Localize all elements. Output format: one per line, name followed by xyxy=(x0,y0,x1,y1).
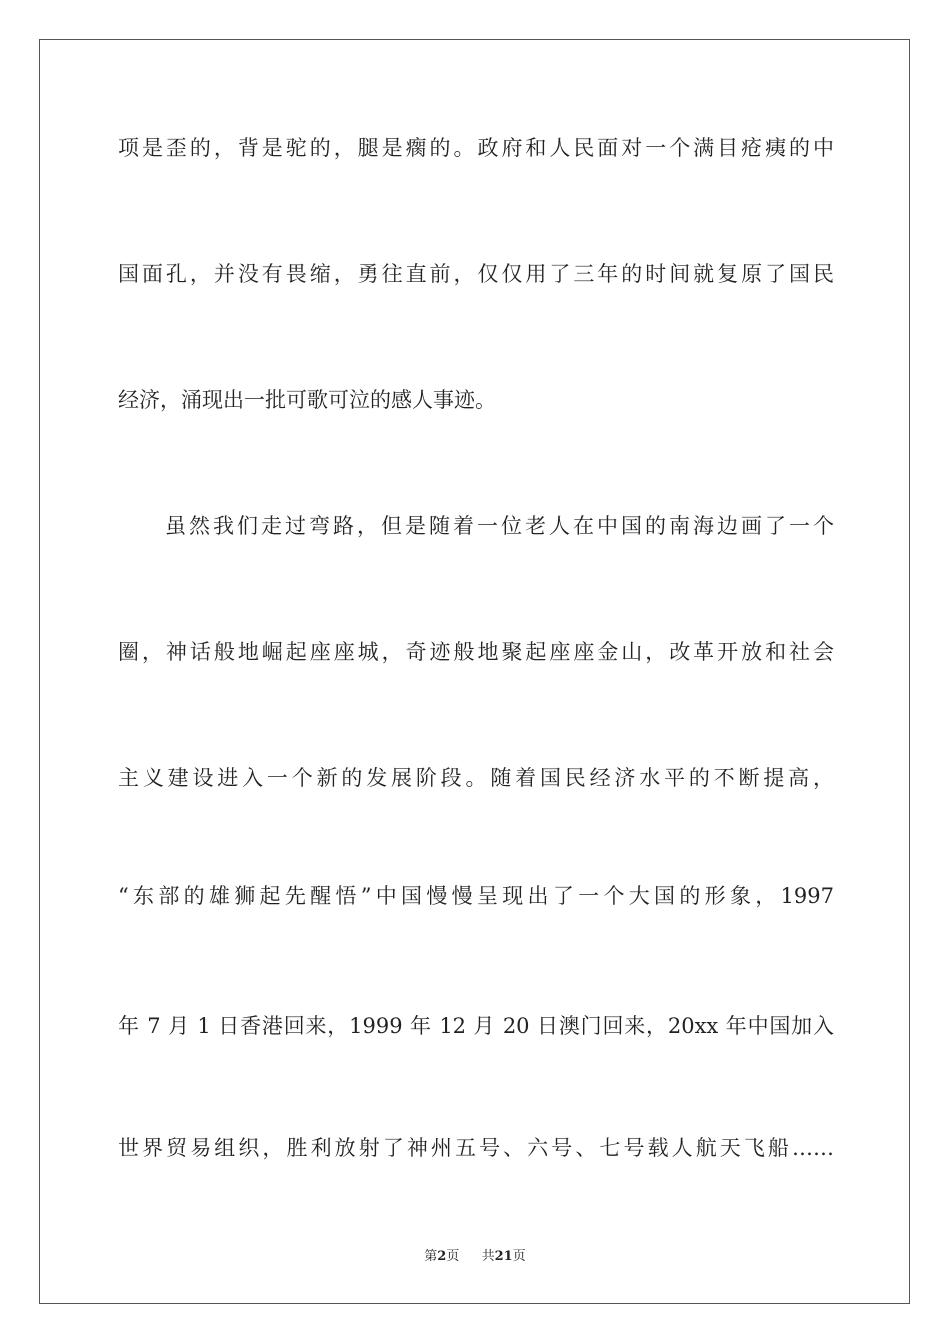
text-line-1: 项是歪的，背是驼的，腿是瘸的。政府和人民面对一个满目疮痍的中 xyxy=(118,136,834,160)
text-line-2: 国面孔，并没有畏缩，勇往直前，仅仅用了三年的时间就复原了国民 xyxy=(118,262,834,286)
text-line-7: “东部的雄狮起先醒悟”中国慢慢呈现出了一个大国的形象，1997 xyxy=(118,884,834,908)
text-line-3: 经济，涌现出一批可歌可泣的感人事迹。 xyxy=(118,388,496,412)
text-line-9: 世界贸易组织，胜利放射了神州五号、六号、七号载人航天飞船…… xyxy=(118,1136,834,1160)
text-line-4: 虽然我们走过弯路，但是随着一位老人在中国的南海边画了一个 xyxy=(165,514,834,538)
footer-total-prefix: 共 xyxy=(481,1249,495,1264)
text-line-8: 年 7 月 1 日香港回来，1999 年 12 月 20 日澳门回来，20xx 年中国加入 xyxy=(118,1014,834,1038)
footer-page-suffix: 页 xyxy=(446,1249,460,1264)
text-line-6: 主义建设进入一个新的发展阶段。随着国民经济水平的不断提高， xyxy=(118,766,834,790)
text-line-5: 圈，神话般地崛起座座城，奇迹般地聚起座座金山，改革开放和社会 xyxy=(118,640,834,664)
footer-page-number: 2 xyxy=(437,1249,447,1264)
footer-total-suffix: 页 xyxy=(512,1249,526,1264)
page-footer xyxy=(0,1248,950,1266)
footer-page-prefix: 第 xyxy=(424,1249,438,1264)
footer-total-pages: 21 xyxy=(494,1249,513,1264)
page-border xyxy=(39,39,910,1304)
